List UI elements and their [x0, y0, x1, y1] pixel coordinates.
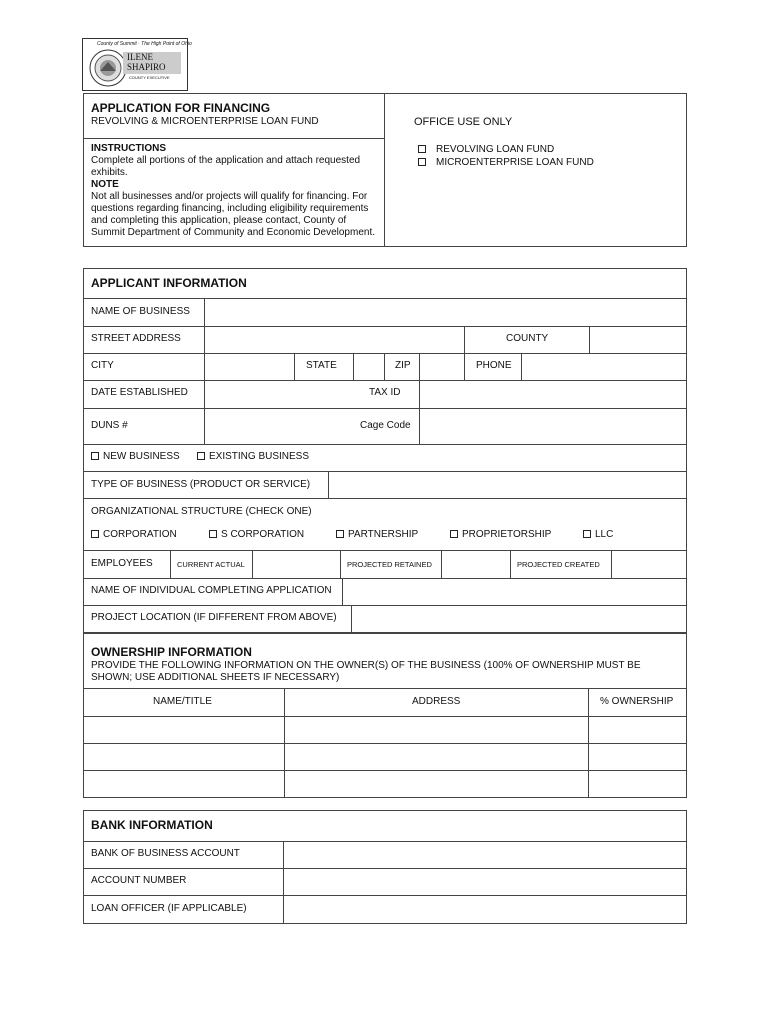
county-logo: [82, 38, 192, 91]
note-line: Not all businesses and/or projects will qualify for financing. For: [91, 191, 368, 202]
note-line: Summit Department of Community and Economic Development.: [91, 227, 376, 238]
owner-pct-field[interactable]: [589, 771, 686, 797]
loan-officer-field[interactable]: [284, 896, 686, 923]
owner-name-field[interactable]: [84, 771, 284, 797]
individual-name-field[interactable]: [343, 579, 686, 604]
name-of-business-label: NAME OF BUSINESS: [91, 306, 190, 317]
col-ownership-pct: % OWNERSHIP: [600, 696, 674, 707]
cage-code-field[interactable]: [420, 409, 686, 443]
account-number-label: ACCOUNT NUMBER: [91, 875, 187, 886]
instructions-line: exhibits.: [91, 167, 128, 178]
owner-name-field[interactable]: [84, 717, 284, 743]
col-address: ADDRESS: [412, 696, 461, 707]
revolving-loan-checkbox[interactable]: REVOLVING LOAN FUND: [418, 144, 554, 156]
page-title: APPLICATION FOR FINANCING: [91, 101, 271, 115]
type-of-business-field[interactable]: [329, 472, 686, 497]
ownership-desc-line: SHOWN; USE ADDITIONAL SHEETS IF NECESSARY): [91, 672, 340, 683]
logo-tagline: County of Summit · The High Point of Ohio: [97, 41, 192, 47]
account-number-field[interactable]: [284, 869, 686, 895]
proprietorship-checkbox[interactable]: PROPRIETORSHIP: [450, 529, 551, 541]
projected-retained-label: PROJECTED RETAINED: [347, 560, 432, 569]
county-seal-icon: [89, 49, 127, 87]
instructions-line: Complete all portions of the application and attach requested: [91, 155, 361, 166]
duns-field[interactable]: [205, 409, 353, 443]
phone-label: PHONE: [476, 360, 512, 371]
instructions-heading: INSTRUCTIONS: [91, 143, 166, 154]
duns-label: DUNS #: [91, 420, 128, 431]
name-of-business-field[interactable]: [205, 299, 686, 325]
current-actual-field[interactable]: [253, 551, 339, 577]
logo-title: COUNTY EXECUTIVE: [129, 75, 170, 80]
org-structure-label: ORGANIZATIONAL STRUCTURE (CHECK ONE): [91, 506, 312, 517]
corporation-checkbox[interactable]: CORPORATION: [91, 529, 177, 541]
street-address-field[interactable]: [205, 327, 463, 352]
partnership-checkbox[interactable]: PARTNERSHIP: [336, 529, 418, 541]
applicant-heading: APPLICANT INFORMATION: [91, 276, 247, 290]
loan-officer-label: LOAN OFFICER (IF APPLICABLE): [91, 903, 247, 914]
ownership-desc-line: PROVIDE THE FOLLOWING INFORMATION ON THE OWNER(S) OF THE BUSINESS (100% OF OWNERSHIP MUST BE: [91, 660, 641, 671]
page-subtitle: REVOLVING & MICROENTERPRISE LOAN FUND: [91, 116, 319, 127]
owner-address-field[interactable]: [285, 717, 588, 743]
logo-name-line2: SHAPIRO: [127, 62, 166, 72]
cage-code-label: Cage Code: [360, 420, 411, 431]
owner-address-field[interactable]: [285, 771, 588, 797]
state-label: STATE: [306, 360, 337, 371]
llc-checkbox[interactable]: LLC: [583, 529, 613, 541]
note-heading: NOTE: [91, 179, 119, 190]
city-field[interactable]: [205, 354, 293, 379]
bank-heading: BANK INFORMATION: [91, 818, 213, 832]
phone-field[interactable]: [522, 354, 686, 379]
note-line: questions regarding financing, including eligibility requirements: [91, 203, 369, 214]
s-corporation-checkbox[interactable]: S CORPORATION: [209, 529, 304, 541]
county-field[interactable]: [590, 327, 686, 352]
projected-retained-field[interactable]: [442, 551, 509, 577]
state-field[interactable]: [354, 354, 383, 379]
date-established-label: DATE ESTABLISHED: [91, 387, 188, 398]
type-of-business-label: TYPE OF BUSINESS (PRODUCT OR SERVICE): [91, 479, 311, 490]
bank-account-label: BANK OF BUSINESS ACCOUNT: [91, 848, 240, 859]
tax-id-label: TAX ID: [369, 387, 401, 398]
projected-created-field[interactable]: [612, 551, 686, 577]
note-line: and completing this application, please contact, County of: [91, 215, 347, 226]
col-name-title: NAME/TITLE: [153, 696, 212, 707]
project-location-field[interactable]: [352, 606, 686, 632]
tax-id-field[interactable]: [420, 381, 686, 407]
existing-business-checkbox[interactable]: EXISTING BUSINESS: [197, 451, 309, 463]
city-label: CITY: [91, 360, 114, 371]
individual-name-label: NAME OF INDIVIDUAL COMPLETING APPLICATION: [91, 585, 332, 596]
logo-name-line1: ILENE: [127, 52, 153, 62]
ownership-heading: OWNERSHIP INFORMATION: [91, 645, 252, 659]
new-business-checkbox[interactable]: NEW BUSINESS: [91, 451, 180, 463]
bank-account-field[interactable]: [284, 842, 686, 868]
current-actual-label: CURRENT ACTUAL: [177, 560, 245, 569]
street-address-label: STREET ADDRESS: [91, 333, 181, 344]
county-label: COUNTY: [506, 333, 549, 344]
projected-created-label: PROJECTED CREATED: [517, 560, 600, 569]
owner-pct-field[interactable]: [589, 744, 686, 770]
owner-pct-field[interactable]: [589, 717, 686, 743]
zip-label: ZIP: [395, 360, 411, 371]
date-established-field[interactable]: [205, 381, 353, 407]
owner-address-field[interactable]: [285, 744, 588, 770]
office-use-label: OFFICE USE ONLY: [414, 116, 513, 128]
project-location-label: PROJECT LOCATION (IF DIFFERENT FROM ABOVE): [91, 612, 337, 623]
owner-name-field[interactable]: [84, 744, 284, 770]
microenterprise-loan-checkbox[interactable]: MICROENTERPRISE LOAN FUND: [418, 157, 594, 169]
zip-field[interactable]: [420, 354, 463, 379]
employees-label: EMPLOYEES: [91, 558, 153, 569]
